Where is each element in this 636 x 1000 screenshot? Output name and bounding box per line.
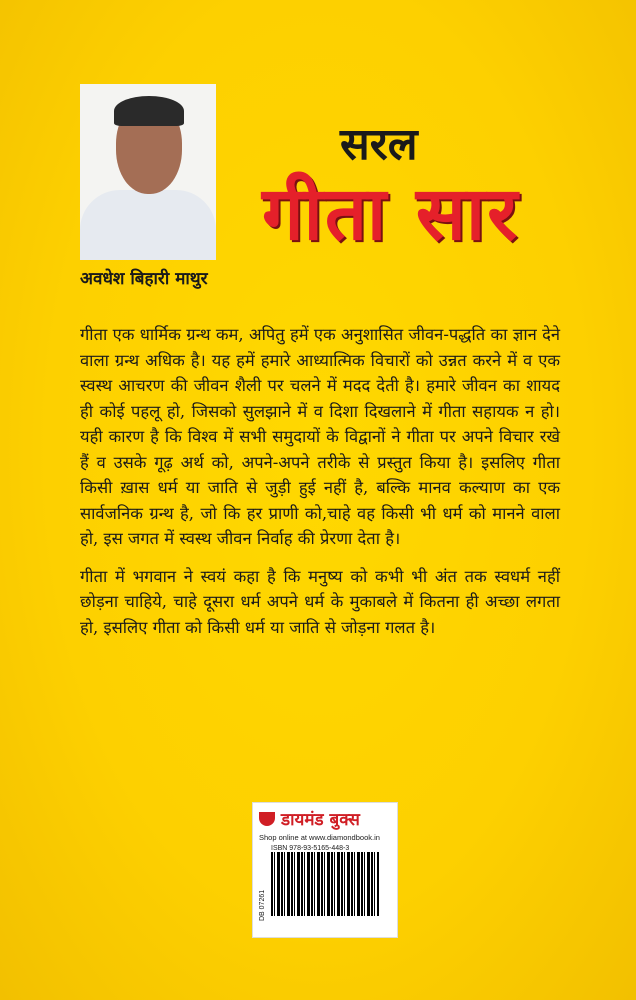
blurb bbox=[80, 322, 560, 652]
shop-url: Shop online at www.diamondbook.in bbox=[259, 833, 380, 842]
isbn: ISBN 978-93-5165-448-3 bbox=[271, 845, 350, 852]
author-name: अवधेश बिहारी माथुर bbox=[80, 269, 208, 289]
barcode bbox=[271, 852, 379, 916]
title-line1: सरल bbox=[340, 119, 418, 170]
barcode-box bbox=[252, 802, 398, 938]
author-photo bbox=[80, 84, 216, 260]
publisher-logo bbox=[259, 807, 391, 830]
photo-shirt bbox=[80, 190, 216, 260]
title-line2: गीता सार bbox=[262, 171, 520, 257]
blurb-paragraph: गीता एक धार्मिक ग्रन्थ कम, अपितु हमें एक अनुशासित जीवन-पद्धति का ज्ञान देने वाला ग्रन्थ अधिक है। यह हमें हमारे आध्यात्मिक विचारों को उन्नत करने में व एक स्वस्थ आचरण की जीवन शैली पर चलने में मदद देती है। हमारे जीवन का शायद ही कोई पहलू हो, जिसको सुलझाने में व दिशा दिखलाने में गीता सहायक न हो। यही कारण है कि विश्व में सभी समुदायों के विद्वानों ने गीता पर अपने विचार रखे हैं व उसके गूढ़ अर्थ को, अपने-अपने तरीके से प्रस्तुत किया है। इसलिए गीता किसी ख़ास धर्म या जाति से जुड़ी हुई नहीं है, बल्कि मानव कल्याण का एक सार्वजनिक ग्रन्थ है, जो कि हर प्राणी को,चाहे वह किसी भी धर्म को मानने वाला हो, इस जगत में स्वस्थ जीवन निर्वाह की प्रेरणा देता है। bbox=[80, 325, 560, 548]
book-code: DB 07261 bbox=[259, 889, 266, 921]
publisher-name: डायमंड बुक्स bbox=[281, 810, 360, 830]
blurb-paragraph: गीता में भगवान ने स्वयं कहा है कि मनुष्य को कभी भी अंत तक स्वधर्म नहीं छोड़ना चाहिये, चाहे दूसरा धर्म अपने धर्म के मुकाबले में कितना ही अच्छा लगता हो, इसलिए गीता को किसी धर्म या जाति से जोड़ना गलत है। bbox=[80, 566, 560, 637]
photo-hair bbox=[114, 96, 184, 126]
diamond-logo-icon bbox=[259, 812, 275, 826]
